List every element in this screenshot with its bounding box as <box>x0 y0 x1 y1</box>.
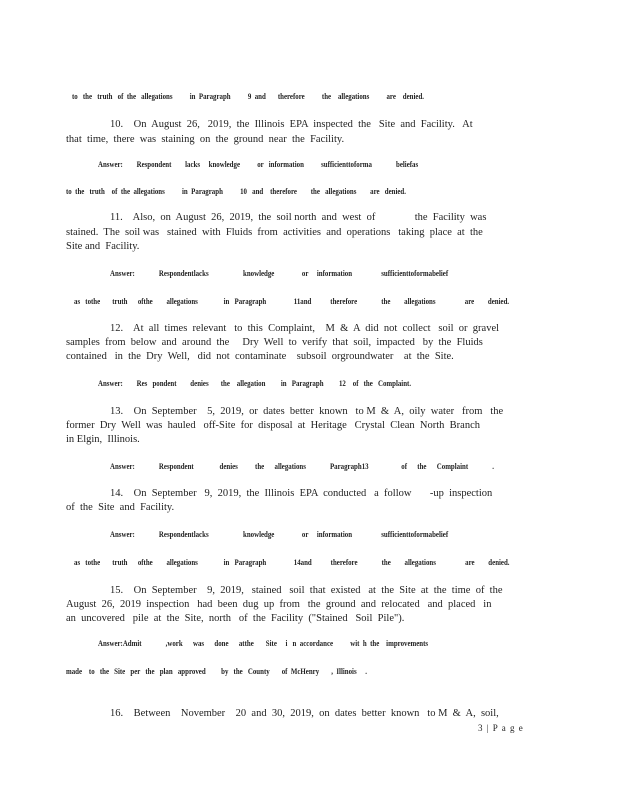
paragraph-12-line-2: samples from below and around the Dry Well to verify that soil, impacted by the Fluids <box>66 337 483 348</box>
paragraph-14-line-2: of the Site and Facility. <box>66 502 175 513</box>
paragraph-15-line-1: 15. On September 9, 2019, stained soil that existed at the Site at the time of the <box>110 585 503 596</box>
page-number: 3 | P a g e <box>478 723 524 733</box>
paragraph-12-line-3: contained in the Dry Well, did not contaminate subsoil orgroundwater at the Site. <box>66 351 454 362</box>
paragraph-10-line-2: that time, there was staining on the ground near the Facility. <box>66 134 345 145</box>
answer-15-line-2: made to the Site per the plan approved by the County of McHenry , Illinois . <box>66 667 367 676</box>
answer-9-continuation: to the truth of the allegations in Paragraph 9 and therefore the allegations are denied. <box>72 92 425 101</box>
answer-13: Answer: Respondent denies the allegations Paragraph13 of the Complaint . <box>110 462 494 471</box>
answer-12: Answer: Res pondent denies the allegation in Paragraph 12 of the Complaint. <box>98 379 412 388</box>
answer-14-line-1: Answer: Respondentlacks knowledge or information sufficienttoformabelief <box>110 530 449 539</box>
paragraph-16-line-1: 16. Between November 20 and 30, 2019, on dates better known to M & A, soil, <box>110 708 499 719</box>
paragraph-11-line-1: 11. Also, on August 26, 2019, the soil north and west of the Facility was <box>110 212 487 223</box>
paragraph-14-line-1: 14. On September 9, 2019, the Illinois EPA conducted a follow -up inspection <box>110 488 493 499</box>
answer-11-line-1: Answer: Respondentlacks knowledge or information sufficienttoformabelief <box>110 269 449 278</box>
answer-11-line-2: as tothe truth ofthe allegations in Paragraph 11and therefore the allegations are denied. <box>74 297 510 306</box>
paragraph-13-line-3: in Elgin, Illinois. <box>66 434 140 445</box>
paragraph-11-line-3: Site and Facility. <box>66 241 140 252</box>
paragraph-13-line-2: former Dry Well was hauled off-Site for disposal at Heritage Crystal Clean North Branch <box>66 420 480 431</box>
paragraph-12-line-1: 12. At all times relevant to this Complaint, M & A did not collect soil or gravel <box>110 323 500 334</box>
answer-10-line-2: to the truth of the allegations in Paragraph 10 and therefore the allegations are denied. <box>66 187 406 196</box>
paragraph-11-line-2: stained. The soil was stained with Fluids from activities and operations taking place at the <box>66 227 483 238</box>
answer-14-line-2: as tothe truth ofthe allegations in Paragraph 14and therefore the allegations are denied. <box>74 558 510 567</box>
paragraph-15-line-3: an uncovered pile at the Site, north of the Facility ("Stained Soil Pile"). <box>66 613 405 624</box>
answer-10-line-1: Answer: Respondent lacks knowledge or information sufficienttoforma beliefas <box>98 160 419 169</box>
paragraph-13-line-1: 13. On September 5, 2019, or dates better known to M & A, oily water from the <box>110 406 504 417</box>
paragraph-10-line-1: 10. On August 26, 2019, the Illinois EPA inspected the Site and Facility. At <box>110 119 473 130</box>
paragraph-15-line-2: August 26, 2019 inspection had been dug up from the ground and relocated and placed in <box>66 599 492 610</box>
answer-15-line-1: Answer:Admit ,work was done atthe Site i n accordance wit h the improvements <box>98 639 429 648</box>
